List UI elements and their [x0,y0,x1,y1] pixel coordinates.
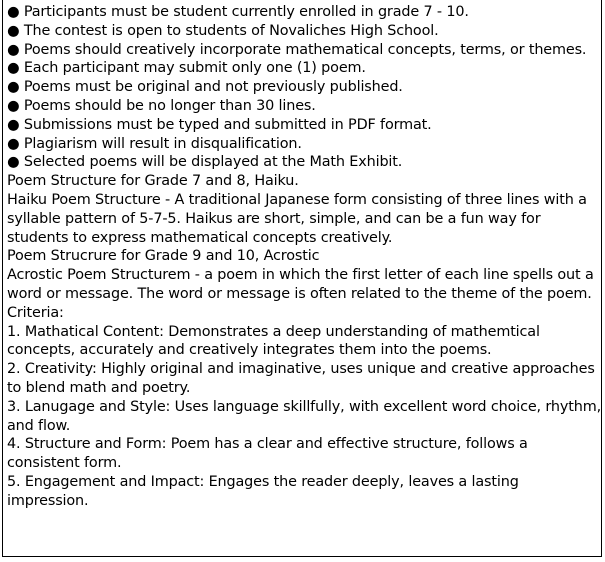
acrostic-heading: Poem Strucrure for Grade 9 and 10, Acrostic [7,248,320,265]
bullet-icon: ● [7,4,20,20]
rule-item: ● Plagiarism will result in disqualification. [7,135,302,152]
bullet-icon: ● [7,79,20,96]
bullet-icon: ● [7,97,20,114]
document-table-cell [2,0,602,557]
criteria-item: 2. Creativity: Highly original and imaginative, uses unique and creative approaches to blend math and poetry. [7,361,595,396]
criteria-heading: Criteria: [7,304,64,321]
haiku-heading: Poem Structure for Grade 7 and 8, Haiku. [7,173,299,190]
acrostic-description: Acrostic Poem Structurem - a poem in which the first letter of each line spells out a word or message. The word or message is often related to the theme of the poem. [7,267,594,302]
bullet-icon: ● [7,116,20,133]
criteria-item: 3. Lanugage and Style: Uses language skillfully, with excellent word choice, rhythm, and flow. [7,398,601,434]
bullet-icon: ● [7,135,20,152]
criteria-item: 5. Engagement and Impact: Engages the reader deeply, leaves a lasting impression. [7,473,519,509]
rule-item: ● Each participant may submit only one (1) poem. [7,60,366,77]
rule-item: ● Poems must be original and not previously published. [7,79,403,96]
bullet-icon: ● [7,22,20,39]
rule-item: ● Selected poems will be displayed at the Math Exhibit. [7,154,403,171]
rule-item: ● The contest is open to students of Novaliches High School. [7,22,439,39]
rule-item: ● Participants must be student currently enrolled in grade 7 - 10. [7,4,469,20]
rule-item: ● Poems should creatively incorporate mathematical concepts, terms, or themes. [7,41,587,58]
bullet-icon: ● [7,41,20,58]
rule-item: ● Poems should be no longer than 30 lines. [7,97,316,114]
bullet-icon: ● [7,154,20,171]
haiku-description: Haiku Poem Structure - A traditional Japanese form consisting of three lines with a syllable pattern of 5-7-5. Haikus are short, simple, and can be a fun way for students to express mathematical concepts creatively. [7,191,587,246]
bullet-icon: ● [7,60,20,77]
criteria-item: 1. Mathatical Content: Demonstrates a deep understanding of mathemtical concepts, accurately and creatively integrates them into the poems. [7,323,540,359]
criteria-item: 4. Structure and Form: Poem has a clear and effective structure, follows a consistent form. [7,436,528,472]
rule-item: ● Submissions must be typed and submitted in PDF format. [7,116,432,133]
